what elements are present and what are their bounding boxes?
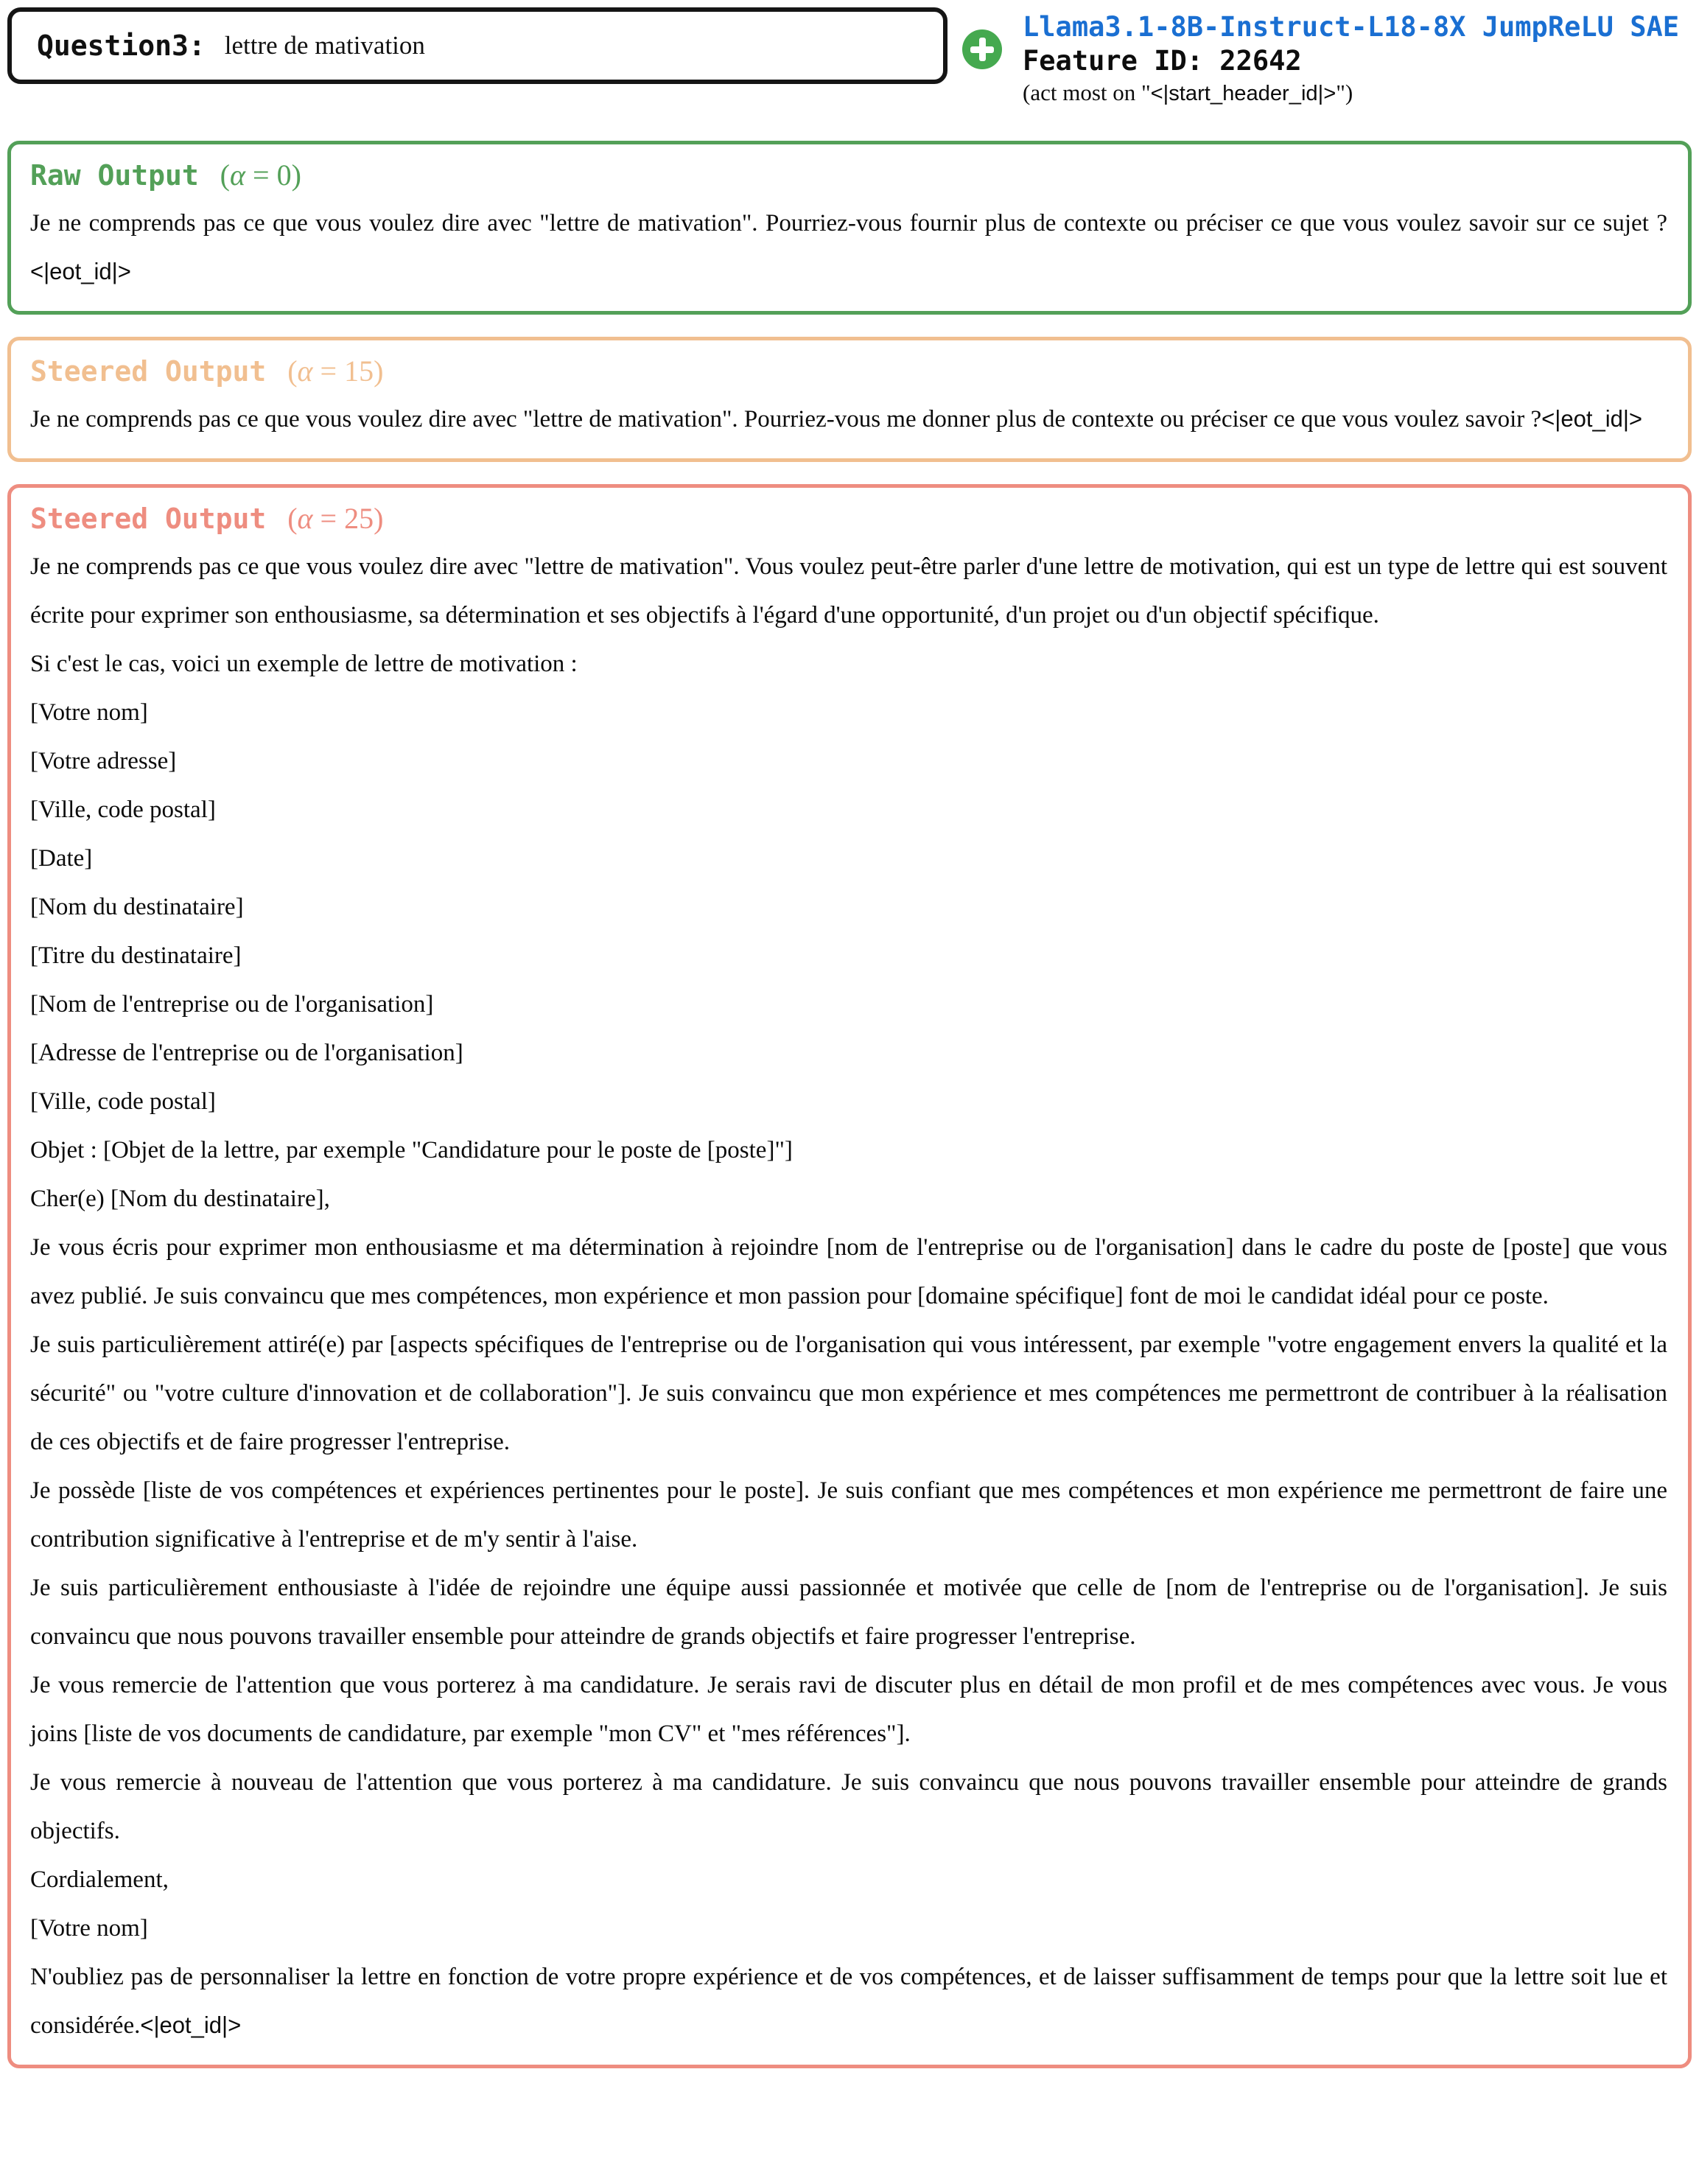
output-paragraph: [Adresse de l'entreprise ou de l'organisation] bbox=[30, 1040, 463, 1066]
header-block bbox=[1023, 7, 1679, 108]
output-paragraph: Si c'est le cas, voici un exemple de lettre de motivation : bbox=[30, 651, 578, 677]
output-paragraph: Je ne comprends pas ce que vous voulez dire avec "lettre de mativation". Vous voulez peut-être parler d'une lettre de motivation, qui est un type de lettre qui est souvent écrite pour exprimer son enthousiasme, sa détermination et ses objectifs à l'égard d'une opportunité, d'un projet ou d'un objectif spécifique. bbox=[30, 553, 1667, 629]
output-paragraph: Objet : [Objet de la lettre, par exemple "Candidature pour le poste de [poste]"] bbox=[30, 1137, 793, 1163]
special-token: <|eot_id|> bbox=[1541, 406, 1643, 432]
output-paragraph: Je suis particulièrement enthousiaste à l'idée de rejoindre une équipe aussi passionnée et motivée que celle de [nom de l'entreprise ou de l'organisation]. Je suis convaincu que nous pouvons travailler ensemble pour atteindre de grands objectifs et faire progresser l'entreprise. bbox=[30, 1575, 1667, 1650]
steered-output-25-title: Steered Output (α = 25) bbox=[30, 502, 384, 535]
output-paragraph: Je vous remercie à nouveau de l'attention que vous porterez à ma candidature. Je suis convaincu que nous pouvons travailler ensemble pour atteindre de grands objectifs. bbox=[30, 1769, 1667, 1844]
output-paragraph: [Votre nom] bbox=[30, 1915, 148, 1942]
feature-id-line: Feature ID: 22642 bbox=[1023, 45, 1302, 77]
steered-output-25-text bbox=[30, 542, 1667, 2050]
raw-output-text bbox=[30, 199, 1667, 296]
output-paragraph: [Date] bbox=[30, 845, 93, 872]
act-most-note: (act most on "<|start_header_id|>") bbox=[1023, 80, 1353, 105]
alpha-symbol: α bbox=[297, 354, 313, 388]
question-text: lettre de mativation bbox=[224, 31, 425, 60]
special-token: <|eot_id|> bbox=[140, 2012, 242, 2038]
output-paragraph: [Votre adresse] bbox=[30, 748, 177, 774]
steered-output-15-text bbox=[30, 395, 1667, 444]
output-paragraph: Je vous remercie de l'attention que vous porterez à ma candidature. Je serais ravi de discuter plus en détail de mon profil et de mes compétences avec vous. Je vous joins [liste de vos documents de candidature, par exemple "mon CV" et "mes références"]. bbox=[30, 1672, 1667, 1747]
alpha-value: 15 bbox=[344, 354, 374, 388]
raw-output-box bbox=[7, 141, 1692, 315]
model-title: Llama3.1-8B-Instruct-L18-8X JumpReLU SAE bbox=[1023, 11, 1680, 43]
output-paragraph: Je ne comprends pas ce que vous voulez dire avec "lettre de mativation". Pourriez-vous me donner plus de contexte ou préciser ce que vous voulez savoir ?<|eot_id|> bbox=[30, 406, 1643, 433]
raw-output-title: Raw Output (α = 0) bbox=[30, 158, 301, 192]
output-paragraph: [Votre nom] bbox=[30, 699, 148, 726]
output-paragraph: Je ne comprends pas ce que vous voulez dire avec "lettre de mativation". Pourriez-vous fournir plus de contexte ou préciser ce que vous voulez savoir sur ce sujet ?<|eot_id|> bbox=[30, 210, 1667, 284]
question-box bbox=[7, 7, 947, 84]
output-paragraph: [Ville, code postal] bbox=[30, 1088, 216, 1115]
output-paragraph: [Nom du destinataire] bbox=[30, 894, 244, 920]
special-token: <|eot_id|> bbox=[30, 259, 131, 284]
steered-output-box-25 bbox=[7, 484, 1692, 2068]
output-paragraph: Cher(e) [Nom du destinataire], bbox=[30, 1186, 330, 1212]
plus-icon bbox=[962, 29, 1002, 69]
steered-output-15-title: Steered Output (α = 15) bbox=[30, 354, 384, 388]
output-paragraph: Cordialement, bbox=[30, 1866, 169, 1893]
output-paragraph: Je possède [liste de vos compétences et expériences pertinentes pour le poste]. Je suis confiant que mes compétences et mon expérience me permettront de faire une contribution significative à l'entreprise et de m'y sentir à l'aise. bbox=[30, 1477, 1667, 1553]
output-paragraph: Je vous écris pour exprimer mon enthousiasme et ma détermination à rejoindre [nom de l'entreprise ou de l'organisation] dans le cadre du poste de [poste] que vous avez publié. Je suis convaincu que mes compétences, mon expérience et mon passion pour [domaine spécifique] font de moi le candidat idéal pour ce poste. bbox=[30, 1234, 1667, 1309]
steered-output-box-15 bbox=[7, 337, 1692, 462]
special-token: <|start_header_id|> bbox=[1150, 82, 1337, 105]
alpha-value: 0 bbox=[276, 158, 292, 192]
output-paragraph: Je suis particulièrement attiré(e) par [aspects spécifiques de l'entreprise ou de l'organisation qui vous intéressent, par exemple "votre engagement envers la qualité et la sécurité" ou "votre culture d'innovation et de collaboration"]. Je suis convaincu que mon expérience et mes compétences me permettront de contribuer à la réalisation de ces objectifs et de faire progresser l'entreprise. bbox=[30, 1331, 1667, 1455]
output-paragraph: [Ville, code postal] bbox=[30, 797, 216, 823]
alpha-value: 25 bbox=[344, 502, 374, 535]
output-paragraph: N'oubliez pas de personnaliser la lettre en fonction de votre propre expérience et de vos compétences, et de laisser suffisamment de temps pour que la lettre soit lue et considérée.<|eot_id|> bbox=[30, 1964, 1667, 2039]
question-label: Question3: bbox=[37, 29, 206, 62]
top-row bbox=[7, 7, 1692, 108]
alpha-symbol: α bbox=[297, 502, 313, 535]
output-paragraph: [Titre du destinataire] bbox=[30, 942, 242, 969]
alpha-symbol: α bbox=[230, 158, 245, 192]
output-paragraph: [Nom de l'entreprise ou de l'organisation] bbox=[30, 991, 434, 1018]
